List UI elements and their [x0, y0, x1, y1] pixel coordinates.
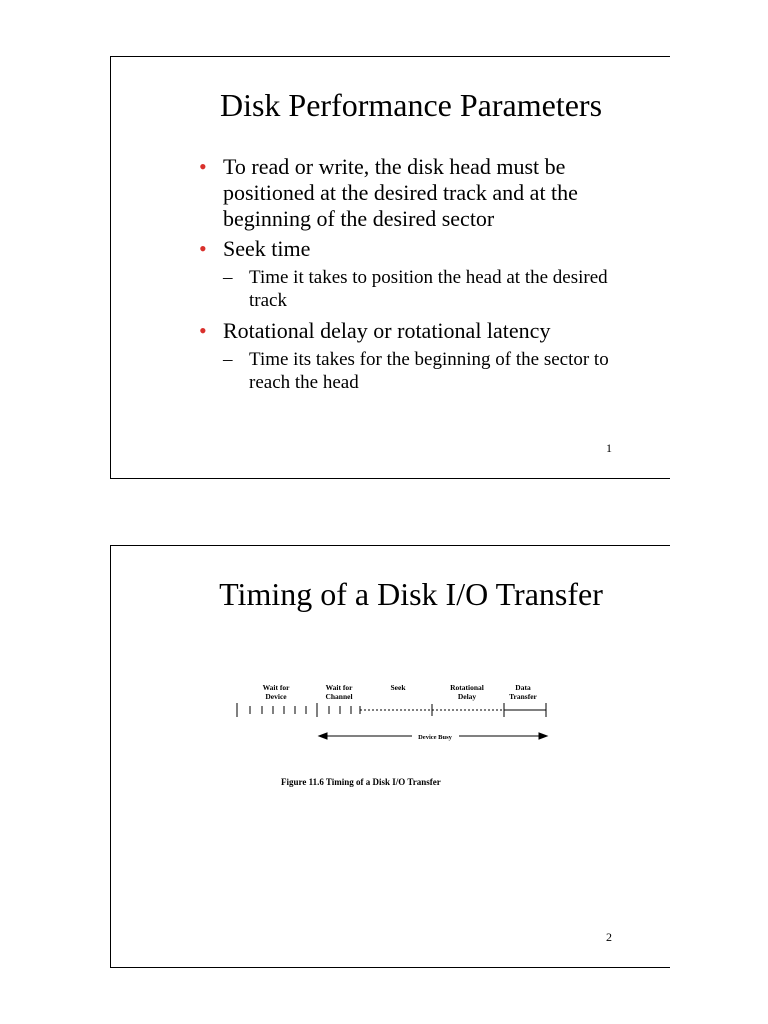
sub-bullet-marker: –	[223, 349, 233, 370]
bullet-item	[199, 318, 639, 344]
phase-label-rotational-delay: Rotational Delay	[450, 683, 484, 701]
slide-2	[110, 545, 670, 968]
arrowhead-left	[319, 733, 327, 739]
page-number: 1	[606, 441, 612, 455]
bullet-text: To read or write, the disk head must be positioned at the desired track and at the beginning of the desired sector	[223, 154, 578, 231]
phase-label-wait-channel: Wait for Channel	[325, 683, 353, 701]
slide-2-title: Timing of a Disk I/O Transfer	[219, 576, 603, 612]
sub-bullet-item	[199, 348, 639, 394]
bullet-text: Rotational delay or rotational latency	[223, 318, 551, 343]
bullet-item	[199, 154, 639, 232]
bullet-marker: •	[199, 236, 207, 261]
sub-bullet-item	[199, 266, 639, 312]
slide-1-title: Disk Performance Parameters	[219, 87, 603, 123]
phase-label-data-transfer: Data Transfer	[509, 683, 537, 701]
bullet-text: Seek time	[223, 236, 311, 261]
bullet-marker: •	[199, 154, 207, 179]
slide-1	[110, 56, 670, 479]
phase-label-seek: Seek	[390, 683, 406, 692]
bullet-item	[199, 236, 639, 262]
device-busy-label: Device Busy	[418, 734, 452, 741]
sub-bullet-marker: –	[223, 267, 233, 288]
page-number: 2	[606, 930, 612, 944]
arrowhead-right	[539, 733, 547, 739]
sub-bullet-text: Time its takes for the beginning of the sector to reach the head	[249, 349, 609, 393]
phase-label-wait-device: Wait for Device	[262, 683, 290, 701]
sub-bullet-text: Time it takes to position the head at the desired track	[249, 267, 608, 311]
figure-caption: Figure 11.6 Timing of a Disk I/O Transfer	[281, 777, 441, 787]
slide-1-bullet-list	[199, 154, 639, 400]
bullet-marker: •	[199, 318, 207, 343]
